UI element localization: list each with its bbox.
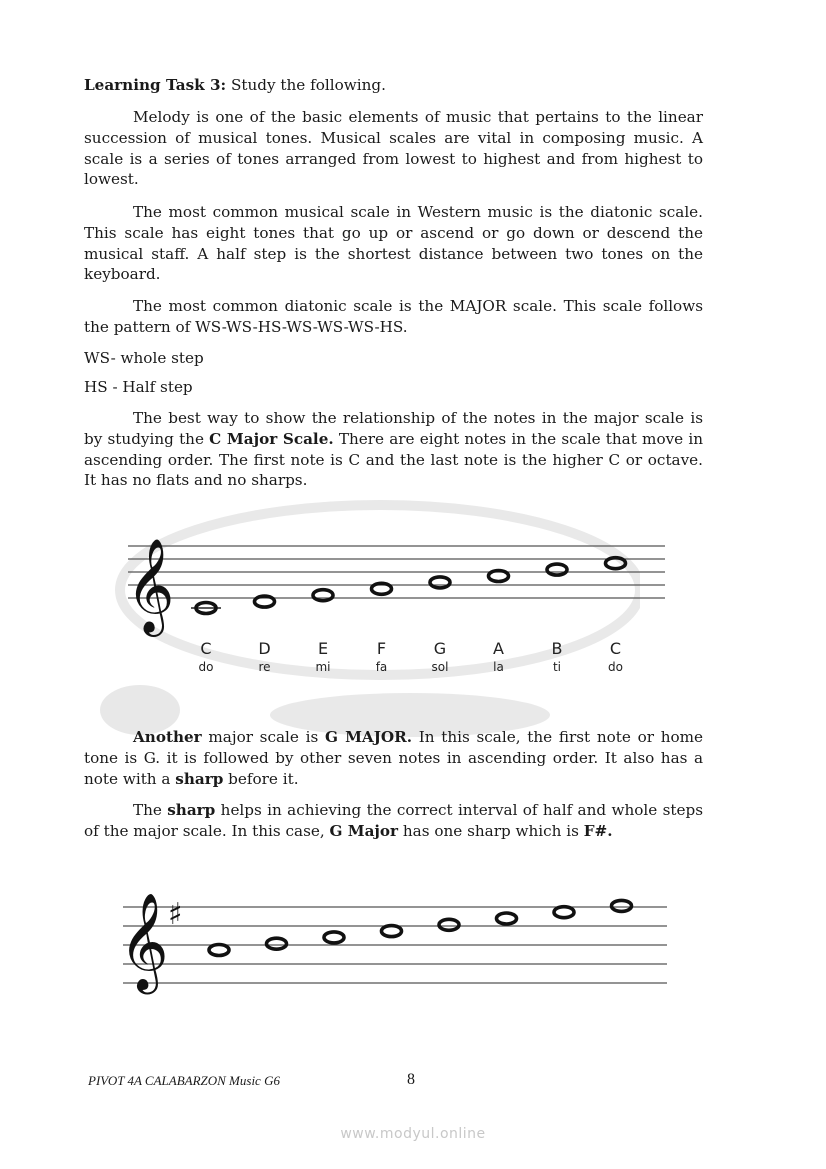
- note-letter: E: [317, 639, 329, 658]
- g-major-text-3: before it.: [223, 769, 299, 788]
- g-major-bold-3: sharp: [175, 769, 224, 788]
- sharp-bold-3: F#.: [583, 821, 613, 840]
- g-major-paragraph: [84, 727, 703, 789]
- c-major-text-1: The best way to show the relationship of the notes in the major scale is by studying the: [84, 409, 703, 448]
- major-scale-paragraph: The most common diatonic scale is the MAJOR scale. This scale follows the pattern of WS-WS-HS-WS-WS-WS-HS.: [84, 297, 703, 336]
- website-watermark: www.modyul.online: [340, 1126, 486, 1142]
- g-major-staff: [115, 880, 675, 990]
- footer-module: PIVOT 4A CALABARZON Music G6: [88, 1073, 280, 1088]
- c-major-staff: [120, 520, 670, 685]
- whole-note: [547, 564, 567, 575]
- whole-note: [324, 932, 344, 943]
- sharp-bold-2: G Major: [329, 821, 399, 840]
- sharp-paragraph: [84, 800, 703, 842]
- whole-note: [489, 571, 509, 582]
- treble-clef-icon: 𝄞: [119, 892, 169, 990]
- solfege-syllables: [199, 660, 623, 674]
- solfege-syllable: re: [258, 660, 271, 674]
- whole-step-definition: WS- whole step: [84, 349, 204, 367]
- whole-note: [313, 590, 333, 601]
- whole-note: [372, 583, 392, 594]
- solfege-syllable: la: [493, 660, 504, 674]
- task-heading-line: [84, 75, 703, 96]
- sharp-text-2: helps in achieving the correct interval of half and whole steps of the major scale. In this case,: [84, 801, 703, 840]
- whole-note: [612, 900, 632, 911]
- task-instruction: Study the following.: [226, 76, 386, 94]
- whole-note: [606, 558, 626, 569]
- solfege-syllable: ti: [552, 660, 562, 674]
- whole-note: [255, 596, 275, 607]
- treble-clef-icon: 𝄞: [126, 538, 175, 633]
- diatonic-paragraph: The most common musical scale in Western music is the diatonic scale. This scale has eight tones that go up or ascend or go down or descend the musical staff. A half step is the shortest distance between two tones on the keyboard.: [84, 203, 703, 284]
- whole-note: [497, 913, 517, 924]
- whole-note: [382, 926, 402, 937]
- sharp-text-1: The: [133, 801, 168, 819]
- half-step-definition: HS - Half step: [84, 378, 193, 396]
- staff-lines: [128, 546, 665, 598]
- melody-paragraph: Melody is one of the basic elements of music that pertains to the linear succession of musical tones. Musical scales are vital in composing music. A scale is a series of tones arranged from lowest to highest and from highest to lowest.: [84, 108, 703, 189]
- solfege-syllable: mi: [315, 660, 331, 674]
- solfege-syllable: fa: [375, 660, 388, 674]
- whole-note: [430, 577, 450, 588]
- solfege-syllable: sol: [431, 660, 449, 674]
- whole-note: [439, 919, 459, 930]
- note-letter: F: [376, 639, 387, 658]
- note-letter: B: [551, 639, 563, 658]
- note-letter: C: [609, 639, 622, 658]
- note-letter: G: [433, 639, 447, 658]
- whole-note: [554, 907, 574, 918]
- whole-note: [209, 945, 229, 956]
- note-letter: A: [493, 639, 504, 658]
- staff-lines: [123, 907, 667, 983]
- g-major-text-1: major scale is: [201, 728, 325, 746]
- g-major-bold-1: Another: [133, 728, 202, 746]
- page-number: 8: [407, 1071, 415, 1088]
- g-major-text-2: In this scale, the first note or home tone is G. it is followed by other seven notes in ascending order. It also has a note with a: [84, 728, 704, 788]
- sharp-text-3: has one sharp which is: [398, 821, 584, 840]
- whole-note: [267, 938, 287, 949]
- c-major-paragraph: [84, 408, 703, 491]
- whole-note: [191, 603, 221, 614]
- note-letter: C: [200, 639, 212, 658]
- task-heading: Learning Task 3:: [84, 76, 227, 94]
- g-major-bold-2: G MAJOR.: [324, 728, 413, 746]
- note-letter: D: [258, 639, 271, 658]
- solfege-syllable: do: [608, 660, 623, 674]
- sharp-bold-1: sharp: [167, 801, 216, 819]
- note-letters: [200, 639, 621, 658]
- c-major-bold: C Major Scale.: [209, 429, 334, 448]
- c-major-text-2: There are eight notes in the scale that move in ascending order. The first note is C and the last note is the higher C or octave. It has no flats and no sharps.: [84, 429, 704, 490]
- scale-notes: [209, 900, 632, 955]
- sharp-icon: ♯: [168, 897, 183, 932]
- solfege-syllable: do: [198, 660, 214, 674]
